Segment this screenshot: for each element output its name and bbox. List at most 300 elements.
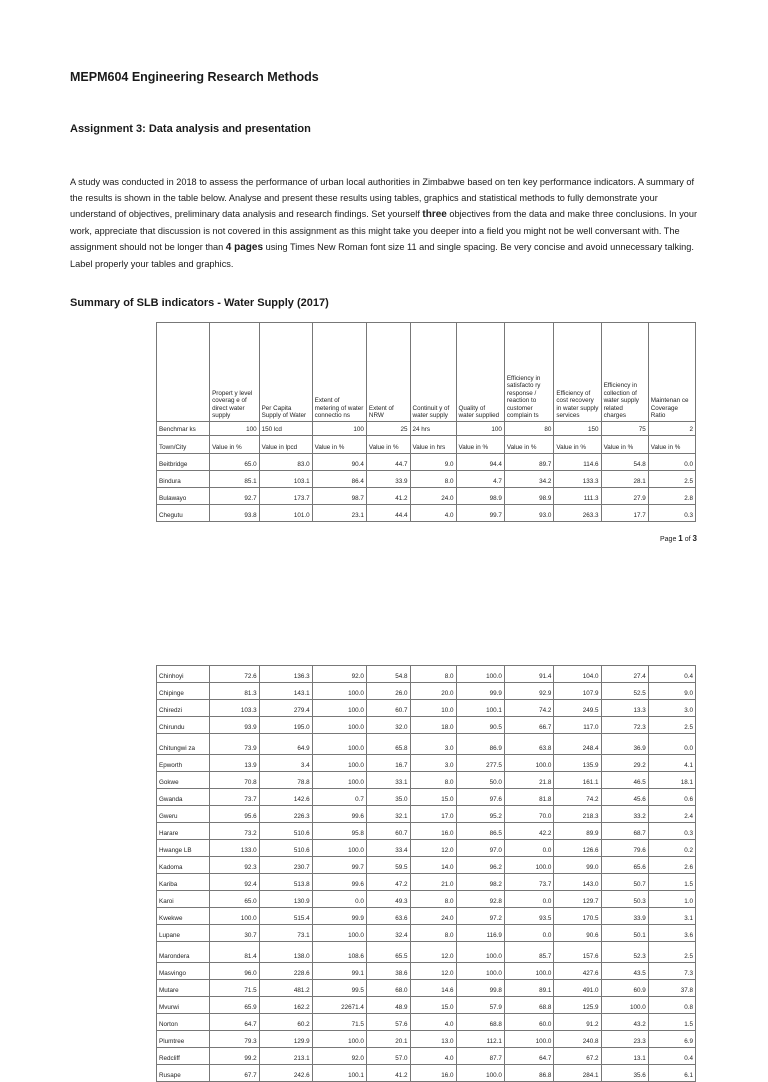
- table-row: [157, 755, 696, 772]
- table-row: [157, 1014, 696, 1031]
- table-cell: 50.1: [601, 925, 648, 942]
- row-label-cell: Marondera: [157, 942, 210, 963]
- row-label-cell: Kariba: [157, 874, 210, 891]
- instructions-text-2: objectives from the data and make three conclusions. In your work, appreciate that discussion is not covered in this assignment as this might take you deeper into a field you might not be well conversant with. The assignment should not be longer than: [70, 209, 698, 253]
- row-label-cell: Epworth: [157, 755, 210, 772]
- table-cell: Extent of NRW: [366, 323, 410, 422]
- row-label-cell: Benchmar ks: [157, 422, 210, 436]
- table-cell: Value in %: [601, 436, 648, 454]
- table-cell: 0.3: [648, 823, 695, 840]
- table-cell: 60.9: [601, 980, 648, 997]
- row-label-cell: Rusape: [157, 1065, 210, 1082]
- table-cell: Value in %: [554, 436, 601, 454]
- table-cell: 150 lcd: [259, 422, 312, 436]
- table-cell: 57.0: [366, 1048, 410, 1065]
- table-row: [157, 840, 696, 857]
- row-label-cell: Hwange LB: [157, 840, 210, 857]
- table-cell: 60.7: [366, 700, 410, 717]
- table-cell: 129.9: [259, 1031, 312, 1048]
- table-cell: 0.3: [648, 505, 695, 522]
- table-cell: 73.9: [210, 734, 260, 755]
- table-cell: 2.5: [648, 942, 695, 963]
- table-cell: 1.0: [648, 891, 695, 908]
- table-cell: 85.7: [504, 942, 554, 963]
- table-cell: 3.0: [410, 734, 456, 755]
- table-cell: 44.7: [366, 454, 410, 471]
- table-cell: 95.8: [312, 823, 366, 840]
- table-cell: Extent of metering of water connectio ns: [312, 323, 366, 422]
- table-cell: 72.6: [210, 666, 260, 683]
- table-cell: 228.6: [259, 963, 312, 980]
- table-row: [157, 1065, 696, 1082]
- table-cell: 92.8: [456, 891, 504, 908]
- table-row: [157, 891, 696, 908]
- row-label-cell: Chirundu: [157, 717, 210, 734]
- table-cell: 4.1: [648, 755, 695, 772]
- table-cell: 3.1: [648, 908, 695, 925]
- table-cell: 81.3: [210, 683, 260, 700]
- table-row: [157, 323, 696, 422]
- table-cell: 8.0: [410, 772, 456, 789]
- table-cell: 240.8: [554, 1031, 601, 1048]
- table-cell: 100.0: [504, 755, 554, 772]
- table-cell: 41.2: [366, 488, 410, 505]
- table-cell: 70.0: [504, 806, 554, 823]
- table-row: [157, 806, 696, 823]
- table-cell: 173.7: [259, 488, 312, 505]
- table-cell: 36.9: [601, 734, 648, 755]
- table-cell: 54.8: [366, 666, 410, 683]
- table-cell: 72.3: [601, 717, 648, 734]
- table-cell: 68.8: [456, 1014, 504, 1031]
- summary-title: Summary of SLB indicators - Water Supply (2017): [70, 297, 329, 309]
- table-cell: 89.7: [504, 454, 554, 471]
- table-cell: 24 hrs: [410, 422, 456, 436]
- table-cell: 52.5: [601, 683, 648, 700]
- table-cell: 95.2: [456, 806, 504, 823]
- table-cell: 78.8: [259, 772, 312, 789]
- table-cell: 73.2: [210, 823, 260, 840]
- table-cell: 86.4: [312, 471, 366, 488]
- table-cell: 14.0: [410, 857, 456, 874]
- table-cell: 100: [456, 422, 504, 436]
- table-cell: 81.4: [210, 942, 260, 963]
- table-cell: 65.8: [366, 734, 410, 755]
- table-cell: Value in %: [312, 436, 366, 454]
- row-label-cell: Kadoma: [157, 857, 210, 874]
- table-row: [157, 717, 696, 734]
- table-cell: 157.6: [554, 942, 601, 963]
- table-cell: 150: [554, 422, 601, 436]
- table-cell: 126.6: [554, 840, 601, 857]
- table-cell: 143.1: [259, 683, 312, 700]
- table-cell: 60.2: [259, 1014, 312, 1031]
- row-label-cell: Beitbridge: [157, 454, 210, 471]
- table-cell: 98.2: [456, 874, 504, 891]
- table-cell: 100.0: [312, 1031, 366, 1048]
- table-cell: 87.7: [456, 1048, 504, 1065]
- row-label-cell: Chitungwi za: [157, 734, 210, 755]
- table-cell: 14.6: [410, 980, 456, 997]
- row-label-cell: Kwekwe: [157, 908, 210, 925]
- table-cell: 85.1: [210, 471, 260, 488]
- table-cell: 513.8: [259, 874, 312, 891]
- table-cell: 41.2: [366, 1065, 410, 1082]
- table-cell: 100.0: [456, 942, 504, 963]
- table-cell: 103.3: [210, 700, 260, 717]
- table-cell: 138.0: [259, 942, 312, 963]
- table-cell: 249.5: [554, 700, 601, 717]
- table-cell: 45.6: [601, 789, 648, 806]
- table-cell: 195.0: [259, 717, 312, 734]
- table-row: [157, 1048, 696, 1065]
- table-cell: 2.8: [648, 488, 695, 505]
- table-cell: 21.8: [504, 772, 554, 789]
- table-cell: 277.5: [456, 755, 504, 772]
- row-label-cell: Mvurwi: [157, 997, 210, 1014]
- table-cell: Value in %: [648, 436, 695, 454]
- table-cell: 32.4: [366, 925, 410, 942]
- table-cell: Propert y level coverag e of direct water supply: [210, 323, 260, 422]
- footer-current-page: 1: [678, 534, 683, 543]
- table-cell: 284.1: [554, 1065, 601, 1082]
- table-cell: 135.9: [554, 755, 601, 772]
- table-cell: 230.7: [259, 857, 312, 874]
- table-cell: 38.6: [366, 963, 410, 980]
- table-row: [157, 997, 696, 1014]
- table-cell: 100.0: [210, 908, 260, 925]
- table-cell: 97.6: [456, 789, 504, 806]
- table-cell: 32.0: [366, 717, 410, 734]
- table-cell: 98.9: [504, 488, 554, 505]
- table-cell: 12.0: [410, 942, 456, 963]
- table-cell: 49.3: [366, 891, 410, 908]
- table-cell: 33.9: [366, 471, 410, 488]
- table-cell: 65.6: [601, 857, 648, 874]
- table-cell: 125.9: [554, 997, 601, 1014]
- table-cell: 65.0: [210, 891, 260, 908]
- table-cell: 64.9: [259, 734, 312, 755]
- table-row: [157, 980, 696, 997]
- table-cell: 491.0: [554, 980, 601, 997]
- table-cell: 0.0: [312, 891, 366, 908]
- table-cell: 24.0: [410, 908, 456, 925]
- table-cell: 89.9: [554, 823, 601, 840]
- table-cell: 30.7: [210, 925, 260, 942]
- table-cell: 100.0: [601, 997, 648, 1014]
- table-cell: Value in lpcd: [259, 436, 312, 454]
- table-cell: 1.5: [648, 1014, 695, 1031]
- table-cell: 48.9: [366, 997, 410, 1014]
- table-cell: 22671.4: [312, 997, 366, 1014]
- row-label-cell: Bindura: [157, 471, 210, 488]
- table-cell: 50.3: [601, 891, 648, 908]
- table-cell: 43.5: [601, 963, 648, 980]
- table-cell: 74.2: [504, 700, 554, 717]
- table-cell: 25: [366, 422, 410, 436]
- table-cell: 112.1: [456, 1031, 504, 1048]
- table-cell: 44.4: [366, 505, 410, 522]
- table-cell: 96.0: [210, 963, 260, 980]
- table-cell: 100.0: [504, 963, 554, 980]
- table-cell: 99.9: [312, 908, 366, 925]
- table-cell: 103.1: [259, 471, 312, 488]
- table-cell: 2.4: [648, 806, 695, 823]
- table-cell: 0.7: [312, 789, 366, 806]
- table-cell: 50.0: [456, 772, 504, 789]
- table-cell: 97.0: [456, 840, 504, 857]
- summary-table-page-1: [156, 322, 696, 522]
- table-cell: 133.0: [210, 840, 260, 857]
- table-cell: 18.1: [648, 772, 695, 789]
- table-cell: 99.8: [456, 980, 504, 997]
- table-cell: 248.4: [554, 734, 601, 755]
- table-cell: 101.0: [259, 505, 312, 522]
- table-row: [157, 488, 696, 505]
- table-cell: 50.7: [601, 874, 648, 891]
- instructions-text-3: using Times New Roman font size 11 and single spacing. Be very concise and avoid unnecessary talking. Label properly your tables and graphics.: [70, 242, 694, 270]
- table-cell: 0.0: [504, 840, 554, 857]
- table-cell: 117.0: [554, 717, 601, 734]
- table-cell: 17.0: [410, 806, 456, 823]
- table-cell: 73.1: [259, 925, 312, 942]
- row-label-cell: Harare: [157, 823, 210, 840]
- table-cell: 4.7: [456, 471, 504, 488]
- table-cell: 79.3: [210, 1031, 260, 1048]
- table-cell: 93.5: [504, 908, 554, 925]
- table-cell: 226.3: [259, 806, 312, 823]
- table-cell: 515.4: [259, 908, 312, 925]
- row-label-cell: Norton: [157, 1014, 210, 1031]
- table-cell: 74.2: [554, 789, 601, 806]
- table-cell: 99.0: [554, 857, 601, 874]
- table-cell: 6.9: [648, 1031, 695, 1048]
- table-cell: 100.0: [312, 683, 366, 700]
- table-cell: 161.1: [554, 772, 601, 789]
- table-cell: 108.6: [312, 942, 366, 963]
- table-cell: Maintenan ce Coverage Ratio: [648, 323, 695, 422]
- table-cell: 100.0: [312, 925, 366, 942]
- page-footer: [660, 534, 697, 543]
- table-cell: 99.2: [210, 1048, 260, 1065]
- table-cell: 8.0: [410, 471, 456, 488]
- table-cell: 46.5: [601, 772, 648, 789]
- table-cell: 107.9: [554, 683, 601, 700]
- table-cell: 29.2: [601, 755, 648, 772]
- table-cell: 213.1: [259, 1048, 312, 1065]
- table-cell: 94.4: [456, 454, 504, 471]
- table-cell: 6.1: [648, 1065, 695, 1082]
- table-cell: 90.6: [554, 925, 601, 942]
- table-cell: 65.0: [210, 454, 260, 471]
- table-cell: 33.9: [601, 908, 648, 925]
- table-cell: 111.3: [554, 488, 601, 505]
- row-label-cell: Karoi: [157, 891, 210, 908]
- table-cell: 100.0: [456, 963, 504, 980]
- table-cell: 93.8: [210, 505, 260, 522]
- table-cell: 2: [648, 422, 695, 436]
- row-label-cell: Gweru: [157, 806, 210, 823]
- table-cell: 34.2: [504, 471, 554, 488]
- table-cell: 92.7: [210, 488, 260, 505]
- row-label-cell: Bulawayo: [157, 488, 210, 505]
- table-cell: 129.7: [554, 891, 601, 908]
- table-cell: Efficiency in collection of water supply related charges: [601, 323, 648, 422]
- table-cell: 3.6: [648, 925, 695, 942]
- row-label-cell: Chipinge: [157, 683, 210, 700]
- course-title: MEPM604 Engineering Research Methods: [70, 70, 319, 84]
- table-cell: 20.0: [410, 683, 456, 700]
- table-cell: 95.6: [210, 806, 260, 823]
- table-cell: 23.1: [312, 505, 366, 522]
- table-cell: 21.0: [410, 874, 456, 891]
- table-cell: 104.0: [554, 666, 601, 683]
- table-cell: 279.4: [259, 700, 312, 717]
- table-cell: 71.5: [210, 980, 260, 997]
- table-cell: 60.0: [504, 1014, 554, 1031]
- table-cell: 0.4: [648, 666, 695, 683]
- table-cell: 100.0: [312, 772, 366, 789]
- table-cell: 114.6: [554, 454, 601, 471]
- table-cell: 0.0: [648, 454, 695, 471]
- table-cell: 98.9: [456, 488, 504, 505]
- table-cell: 86.5: [456, 823, 504, 840]
- table-row: [157, 874, 696, 891]
- table-cell: 67.7: [210, 1065, 260, 1082]
- table-cell: 99.7: [312, 857, 366, 874]
- table-cell: 33.1: [366, 772, 410, 789]
- row-label-cell: Chiredzi: [157, 700, 210, 717]
- table-cell: 143.0: [554, 874, 601, 891]
- table-cell: 0.0: [504, 925, 554, 942]
- table-cell: 90.4: [312, 454, 366, 471]
- table-cell: 99.7: [456, 505, 504, 522]
- table-cell: 263.3: [554, 505, 601, 522]
- table-cell: 68.8: [504, 997, 554, 1014]
- row-label-cell: Redcliff: [157, 1048, 210, 1065]
- table-cell: 100.0: [504, 857, 554, 874]
- table-cell: 33.4: [366, 840, 410, 857]
- footer-prefix: Page: [660, 536, 679, 543]
- table-cell: 63.8: [504, 734, 554, 755]
- table-cell: 71.5: [312, 1014, 366, 1031]
- table-cell: 0.0: [648, 734, 695, 755]
- table-cell: 16.7: [366, 755, 410, 772]
- table-cell: 130.9: [259, 891, 312, 908]
- row-label-cell: Mutare: [157, 980, 210, 997]
- table-cell: 15.0: [410, 789, 456, 806]
- table-cell: 0.8: [648, 997, 695, 1014]
- table-cell: 65.5: [366, 942, 410, 963]
- table-cell: 35.0: [366, 789, 410, 806]
- table-row: [157, 789, 696, 806]
- table-cell: Value in %: [210, 436, 260, 454]
- table-cell: 481.2: [259, 980, 312, 997]
- table-cell: 16.0: [410, 823, 456, 840]
- table-cell: 17.7: [601, 505, 648, 522]
- table-cell: Value in %: [504, 436, 554, 454]
- table-cell: 35.6: [601, 1065, 648, 1082]
- table-cell: 100.0: [312, 700, 366, 717]
- table-cell: 73.7: [504, 874, 554, 891]
- table-cell: 8.0: [410, 925, 456, 942]
- table-cell: 3.4: [259, 755, 312, 772]
- table-cell: 0.0: [504, 891, 554, 908]
- table-cell: 64.7: [210, 1014, 260, 1031]
- footer-separator: of: [682, 536, 693, 543]
- footer-total-pages: 3: [692, 534, 697, 543]
- table-cell: 75: [601, 422, 648, 436]
- table-cell: 10.0: [410, 700, 456, 717]
- table-cell: 86.9: [456, 734, 504, 755]
- table-cell: 93.9: [210, 717, 260, 734]
- table-cell: 100: [210, 422, 260, 436]
- table-cell: 9.0: [410, 454, 456, 471]
- table-cell: 13.0: [410, 1031, 456, 1048]
- table-cell: 47.2: [366, 874, 410, 891]
- table-cell: 93.0: [504, 505, 554, 522]
- table-cell: 510.6: [259, 840, 312, 857]
- table-cell: 57.9: [456, 997, 504, 1014]
- table-cell: 13.3: [601, 700, 648, 717]
- table-cell: 8.0: [410, 666, 456, 683]
- table-row: [157, 683, 696, 700]
- table-cell: 99.5: [312, 980, 366, 997]
- table-cell: 9.0: [648, 683, 695, 700]
- table-cell: 57.6: [366, 1014, 410, 1031]
- table-cell: 242.6: [259, 1065, 312, 1082]
- table-cell: 68.0: [366, 980, 410, 997]
- table-cell: 73.7: [210, 789, 260, 806]
- table-cell: Per Capita Supply of Water: [259, 323, 312, 422]
- table-cell: 100.0: [312, 755, 366, 772]
- table-cell: 92.3: [210, 857, 260, 874]
- table-cell: 18.0: [410, 717, 456, 734]
- table-cell: 23.3: [601, 1031, 648, 1048]
- table-cell: 162.2: [259, 997, 312, 1014]
- instructions-bold-2: 4 pages: [225, 242, 264, 254]
- table-cell: 28.1: [601, 471, 648, 488]
- table-cell: 12.0: [410, 963, 456, 980]
- table-cell: 2.5: [648, 471, 695, 488]
- table-cell: 510.6: [259, 823, 312, 840]
- table-cell: 8.0: [410, 891, 456, 908]
- table-cell: 100.0: [312, 717, 366, 734]
- table-cell: 12.0: [410, 840, 456, 857]
- row-label-cell: Plumtree: [157, 1031, 210, 1048]
- table-cell: 24.0: [410, 488, 456, 505]
- table-cell: 20.1: [366, 1031, 410, 1048]
- table-cell: 427.6: [554, 963, 601, 980]
- table-cell: 96.2: [456, 857, 504, 874]
- table-row: [157, 436, 696, 454]
- table-cell: 43.2: [601, 1014, 648, 1031]
- table-row: [157, 505, 696, 522]
- table-cell: 100.0: [456, 1065, 504, 1082]
- table-row: [157, 666, 696, 683]
- table-cell: 54.8: [601, 454, 648, 471]
- table-cell: 92.4: [210, 874, 260, 891]
- table-cell: 92.9: [504, 683, 554, 700]
- table-row: [157, 700, 696, 717]
- row-label-cell: Gokwe: [157, 772, 210, 789]
- table-cell: 60.7: [366, 823, 410, 840]
- table-cell: Efficiency of cost recovery in water supply services: [554, 323, 601, 422]
- table-cell: 33.2: [601, 806, 648, 823]
- table-cell: 7.3: [648, 963, 695, 980]
- row-label-cell: Chinhoyi: [157, 666, 210, 683]
- table-cell: 79.6: [601, 840, 648, 857]
